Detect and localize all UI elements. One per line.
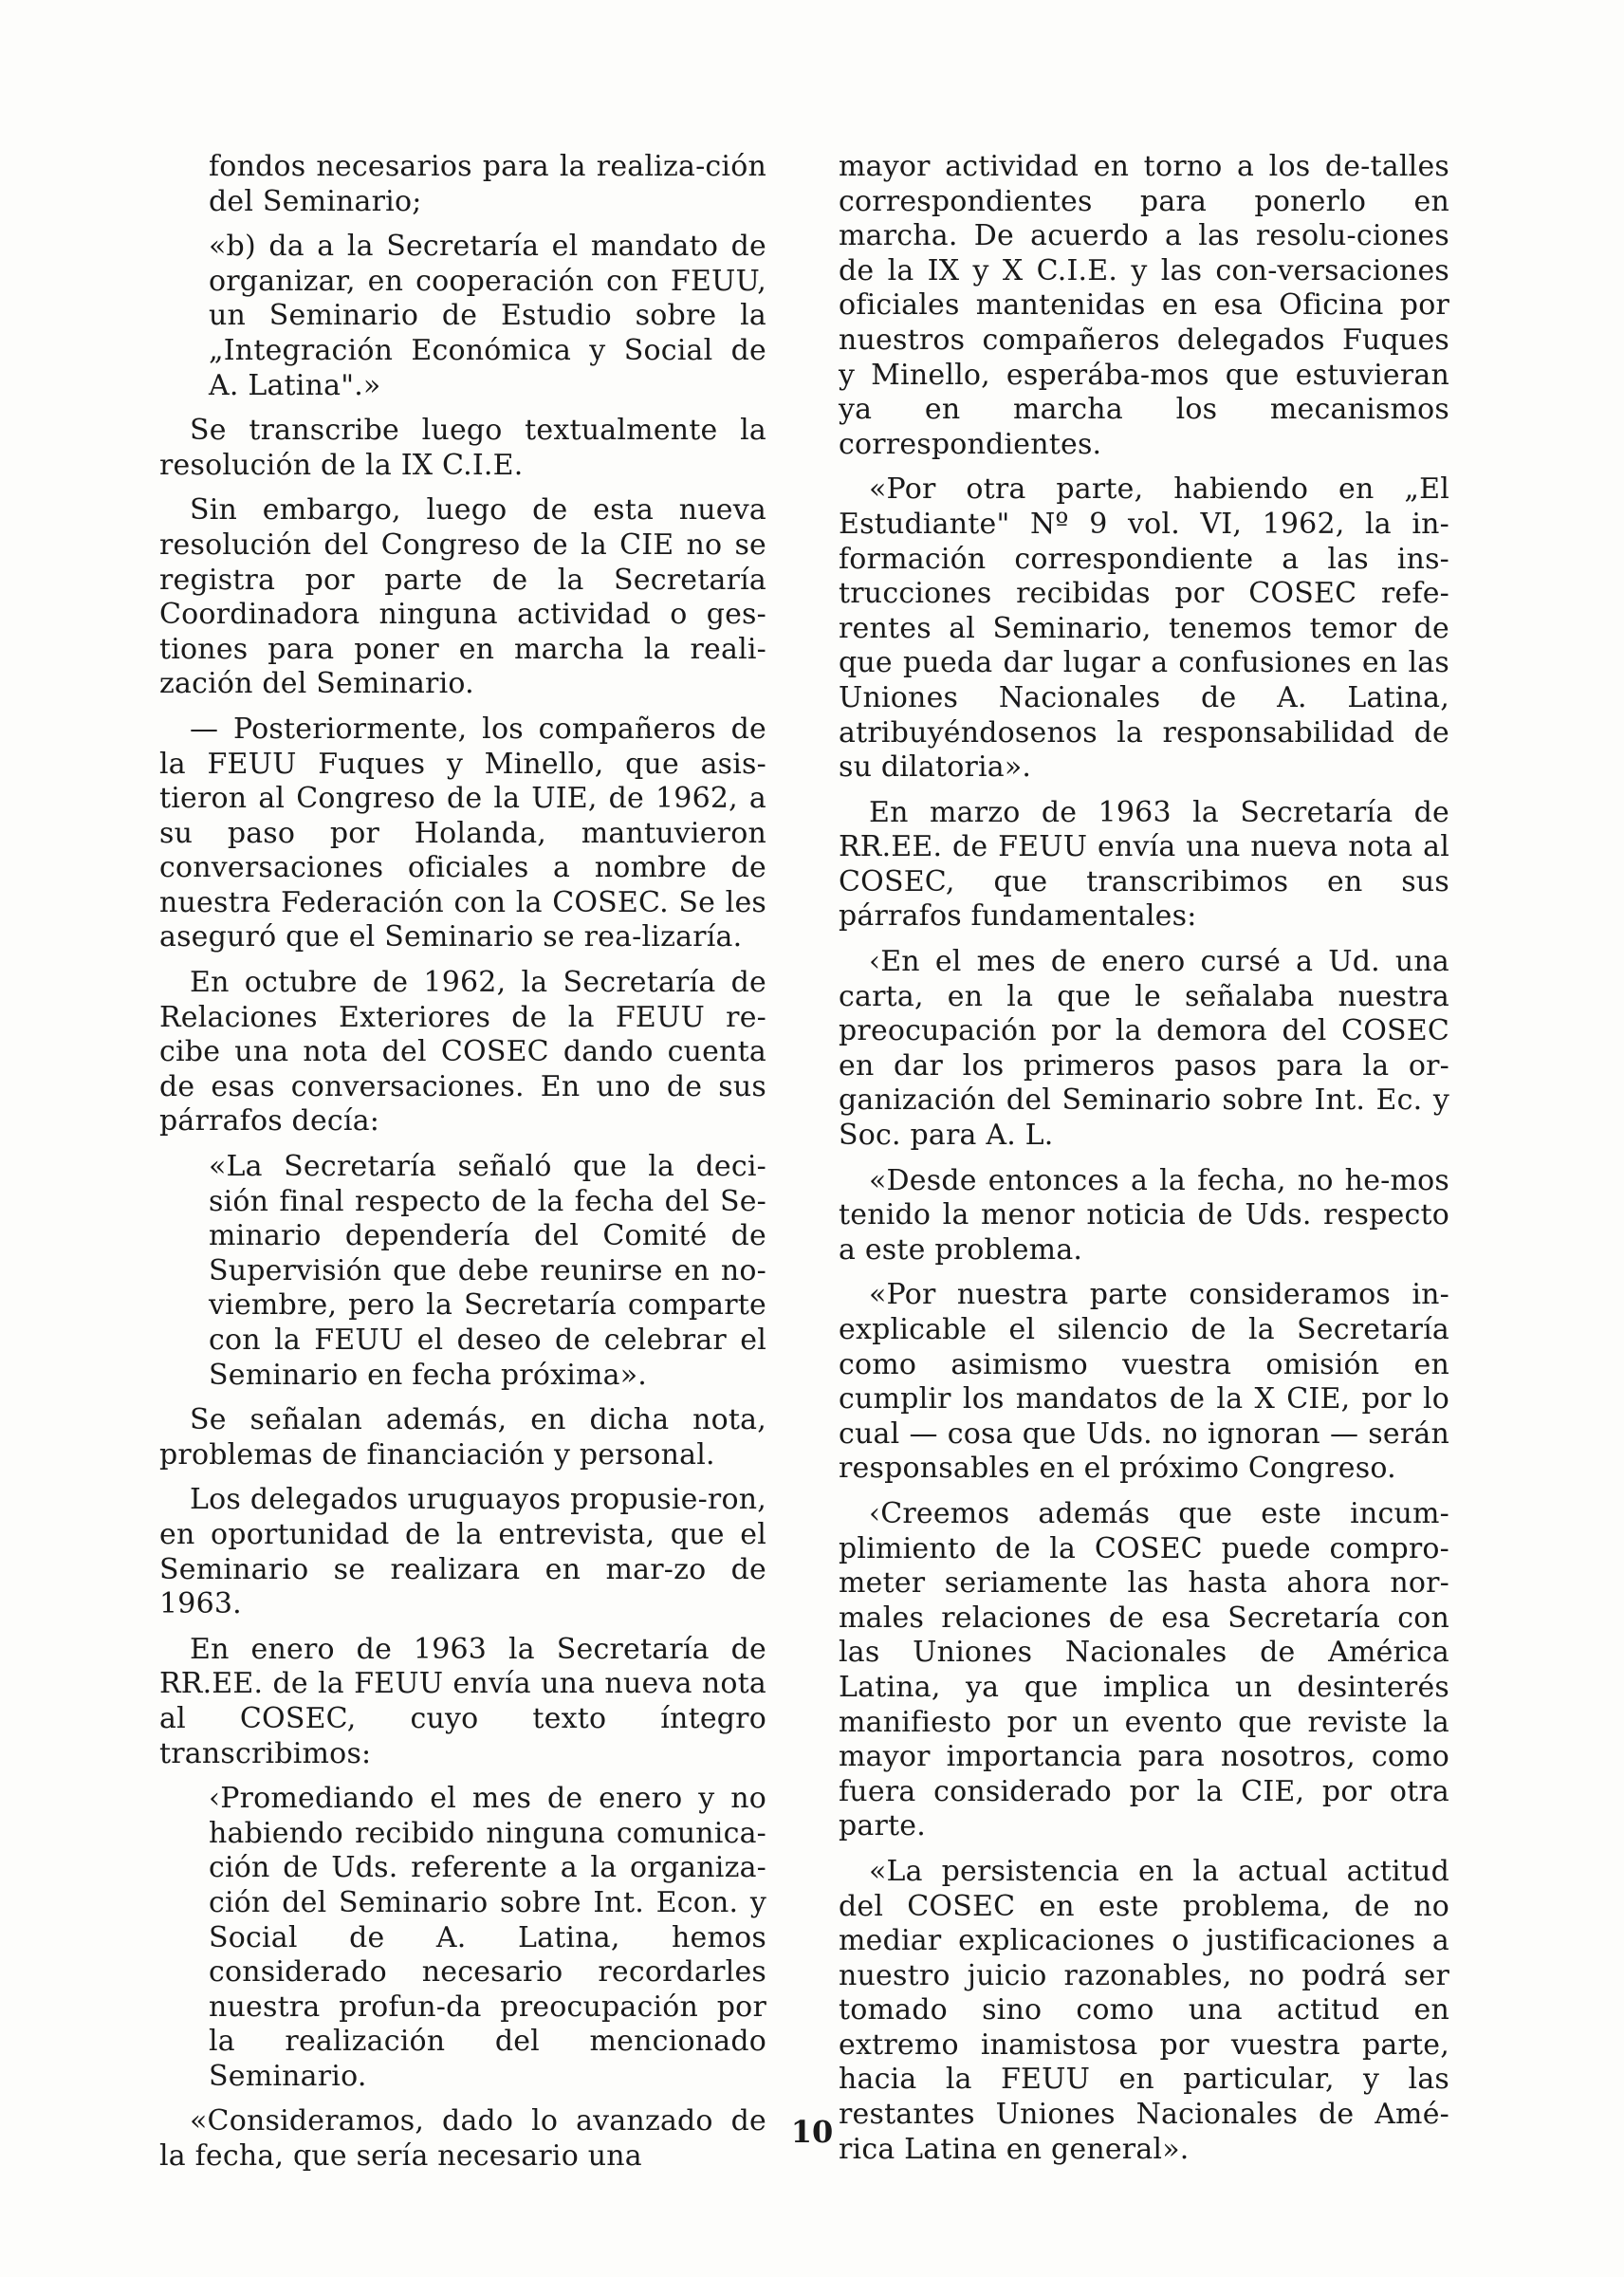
paragraph: En marzo de 1963 la Secretaría de RR.EE. de FEUU envía una nueva nota al COSEC, que transcribimos en sus párrafos fundamentales: [839,795,1449,934]
paragraph: ‹En el mes de enero cursé a Ud. una carta, en la que le señalaba nuestra preocupación por la demora del COSEC en dar los primeros pasos para la or-ganización del Seminario sobre Int. Ec. y Soc. para A. L. [839,945,1449,1153]
paragraph: «Consideramos, dado lo avanzado de la fecha, que sería necesario una [159,2104,766,2174]
paragraph: «Por nuestra parte consideramos in-explicable el silencio de la Secretaría como asimismo vuestra omisión en cumplir los mandatos de la X CIE, por lo cual — cosa que Uds. no ignoran — serán responsables en el próximo Congreso. [839,1278,1449,1486]
left-column [159,150,766,2185]
paragraph: «La persistencia en la actual actitud del COSEC en este problema, de no mediar explicaciones o justificaciones a nuestro juicio razonables, no podrá ser tomado sino como una actitud en extremo inamistosa por vuestra parte, hacia la FEUU en particular, y las restantes Uniones Nacionales de Amé-rica Latina en general». [839,1854,1449,2166]
paragraph: Se transcribe luego textualmente la resolución de la IX C.I.E. [159,414,766,482]
paragraph: «La Secretaría señaló que la deci-sión final respecto de la fecha del Se-minario dependería del Comité de Supervisión que debe reunirse en no-viembre, pero la Secretaría comparte con la FEUU el deseo de celebrar el Seminario en fecha próxima». [209,1150,766,1392]
paragraph: — Posteriormente, los compañeros de la FEUU Fuques y Minello, que asis-tieron al Congreso de la UIE, de 1962, a su paso por Holanda, mantuvieron conversaciones oficiales a nombre de nuestra Federación con la COSEC. Se les aseguró que el Seminario se rea-lizaría. [159,712,766,954]
paragraph: En enero de 1963 la Secretaría de RR.EE. de la FEUU envía una nueva nota al COSEC, cuyo texto íntegro transcribimos: [159,1632,766,1770]
paragraph: «b) da a la Secretaría el mandato de organizar, en cooperación con FEUU, un Seminario de Estudio sobre la „Integración Económica y Social de A. Latina".» [209,230,766,402]
paragraph: Los delegados uruguayos propusie-ron, en oportunidad de la entrevista, que el Seminario se realizara en mar-zo de 1963. [159,1483,766,1621]
page-number: 10 [790,2114,834,2150]
right-column [839,150,1449,2177]
paragraph: fondos necesarios para la realiza-ción del Seminario; [209,150,766,218]
paragraph: «Por otra parte, habiendo en „El Estudiante" Nº 9 vol. VI, 1962, la in-formación correspondiente a las ins-trucciones recibidas por COSEC refe-rentes al Seminario, tenemos temor de que pueda dar lugar a confusiones en las Uniones Nacionales de A. Latina, atribuyéndosenos la responsabilidad de su dilatoria». [839,472,1449,785]
paragraph: ‹Promediando el mes de enero y no habiendo recibido ninguna comunica-ción de Uds. referente a la organiza-ción del Seminario sobre Int. Econ. y Social de A. Latina, hemos considerado necesario recordarles nuestra profun-da preocupación por la realización del mencionado Seminario. [209,1782,766,2093]
paragraph: ‹Creemos además que este incum-plimiento de la COSEC puede compro-meter seriamente las hasta ahora nor-males relaciones de esa Secretaría con las Uniones Nacionales de América Latina, ya que implica un desinterés manifiesto por un evento que reviste la mayor importancia para nosotros, como fuera considerado por la CIE, por otra parte. [839,1496,1449,1843]
paragraph: Se señalan además, en dicha nota, problemas de financiación y personal. [159,1403,766,1472]
paragraph: «Desde entonces a la fecha, no he-mos tenido la menor noticia de Uds. respecto a este problema. [839,1163,1449,1267]
paragraph: mayor actividad en torno a los de-talles correspondientes para ponerlo en marcha. De acuerdo a las resolu-ciones de la IX y X C.I.E. y las con-versaciones oficiales mantenidas en esa Oficina por nuestros compañeros delegados Fuques y Minello, esperába-mos que estuvieran ya en marcha los mecanismos correspondientes. [839,150,1449,461]
paragraph: Sin embargo, luego de esta nueva resolución del Congreso de la CIE no se registra por parte de la Secretaría Coordinadora ninguna actividad o ges-tiones para poner en marcha la reali-zación del Seminario. [159,493,766,701]
paragraph: En octubre de 1962, la Secretaría de Relaciones Exteriores de la FEUU re-cibe una nota del COSEC dando cuenta de esas conversaciones. En uno de sus párrafos decía: [159,966,766,1138]
